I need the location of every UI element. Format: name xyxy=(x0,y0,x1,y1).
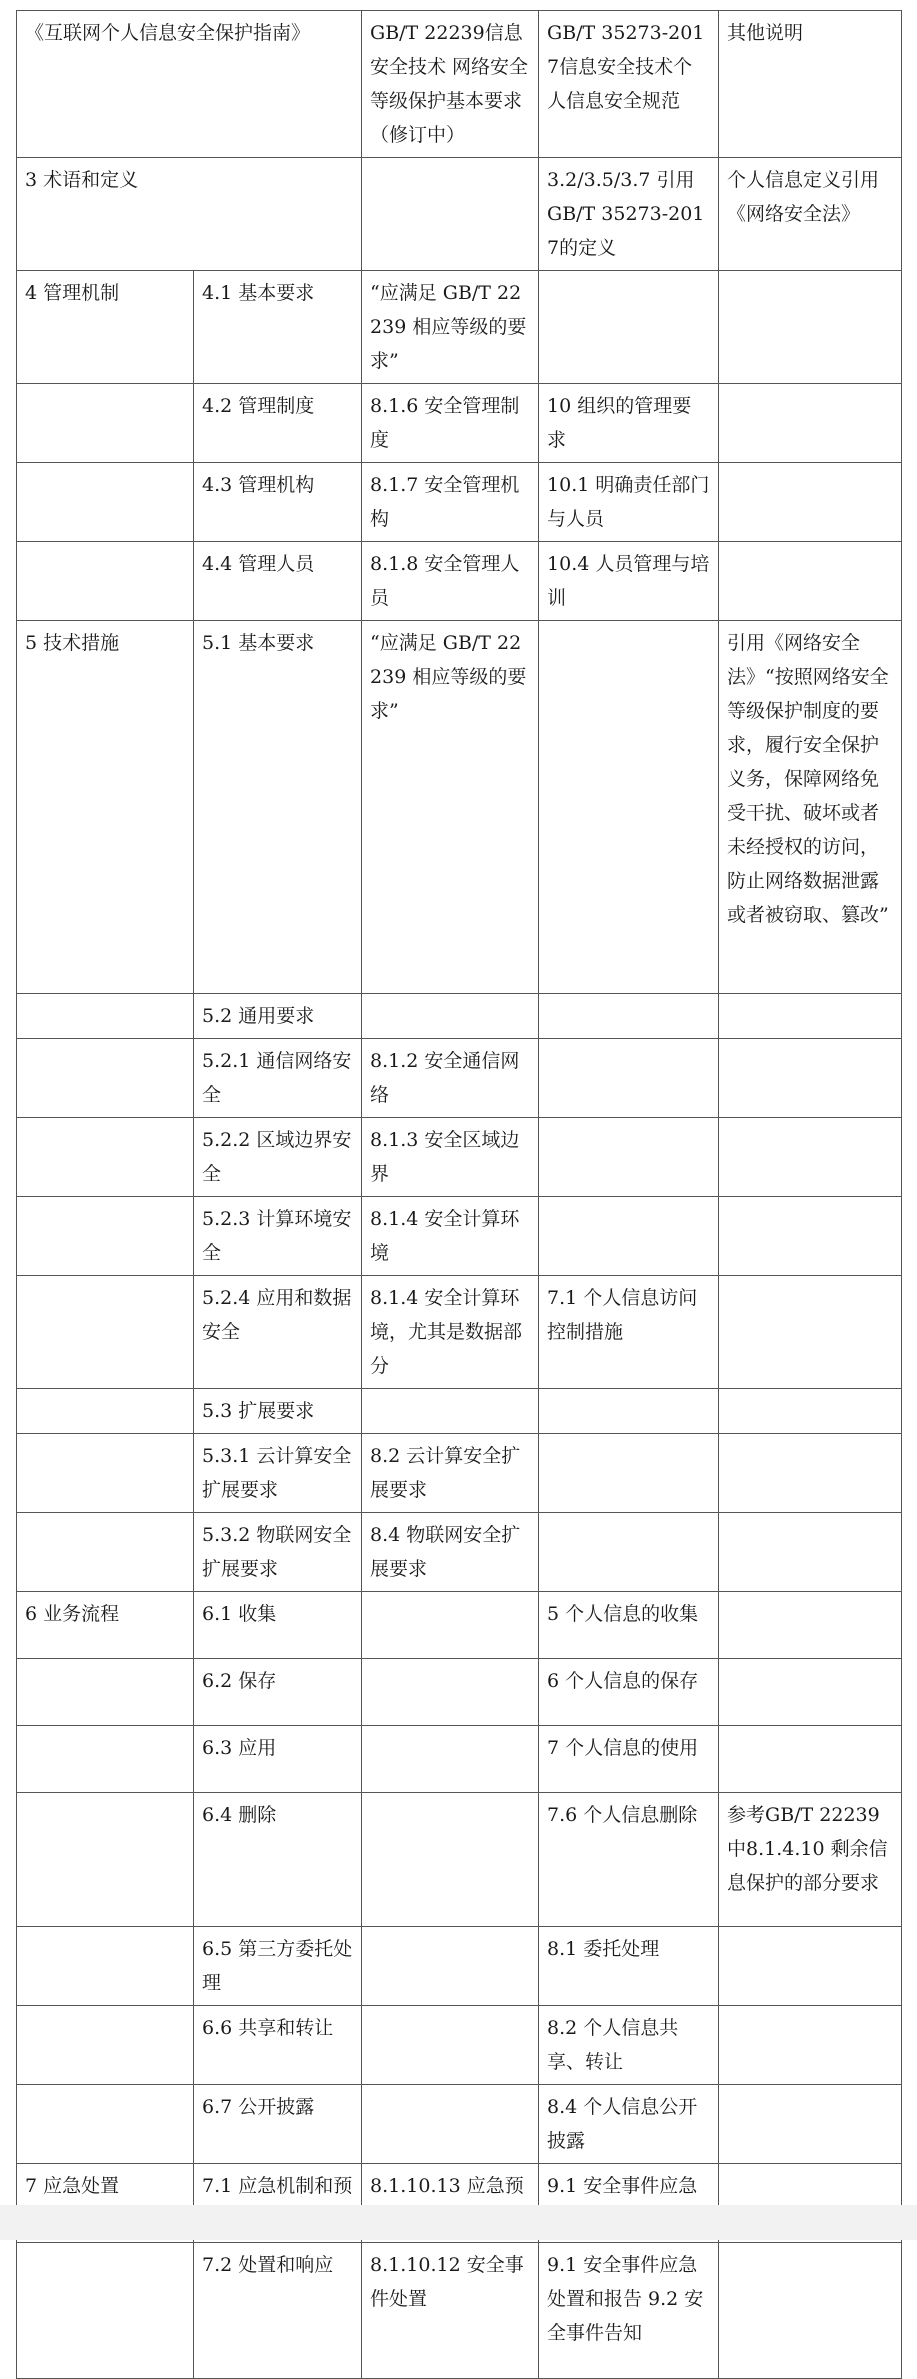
header-gbt35273: GB/T 35273-2017信息安全技术个人信息安全规范 xyxy=(539,11,719,158)
cell-gbt35273: 9.1 安全事件应急处置和报告 9.2 安全事件告知 xyxy=(539,2243,719,2379)
cell-chapter xyxy=(17,1118,194,1197)
table-row xyxy=(17,463,902,542)
cell-section: 6.3 应用 xyxy=(194,1726,362,1793)
table-row xyxy=(17,384,902,463)
cell-gbt22239 xyxy=(362,2006,539,2085)
cell-section: 6.4 删除 xyxy=(194,1793,362,1927)
cell-section: 6.6 共享和转让 xyxy=(194,2006,362,2085)
cell-note xyxy=(719,271,902,384)
cell-section: 6.1 收集 xyxy=(194,1592,362,1659)
cell-section: 6.5 第三方委托处理 xyxy=(194,1927,362,2006)
cell-section: 5.2 通用要求 xyxy=(194,994,362,1039)
header-other-notes: 其他说明 xyxy=(719,11,902,158)
cell-chapter xyxy=(17,463,194,542)
table-row xyxy=(17,1389,902,1434)
cell-note xyxy=(719,994,902,1039)
cell-gbt22239 xyxy=(362,1927,539,2006)
cell-chapter xyxy=(17,1389,194,1434)
cell-note xyxy=(719,1434,902,1513)
cell-chapter xyxy=(17,542,194,621)
cell-gbt22239 xyxy=(362,1793,539,1927)
cell-gbt35273: 3.2/3.5/3.7 引用 GB/T 35273-2017的定义 xyxy=(539,158,719,271)
cell-chapter xyxy=(17,1726,194,1793)
cell-chapter: 7 应急处置 xyxy=(17,2164,194,2243)
cell-gbt22239: 8.1.10.12 安全事件处置 xyxy=(362,2243,539,2379)
table-row xyxy=(17,158,902,271)
cell-note xyxy=(719,384,902,463)
cell-gbt22239: “应满足 GB/T 22239 相应等级的要求” xyxy=(362,621,539,994)
cell-gbt35273 xyxy=(539,271,719,384)
cell-section: 5.2.1 通信网络安全 xyxy=(194,1039,362,1118)
cell-note xyxy=(719,1276,902,1389)
cell-gbt35273: 10.4 人员管理与培训 xyxy=(539,542,719,621)
cell-gbt22239: 8.1.3 安全区域边界 xyxy=(362,1118,539,1197)
cell-note xyxy=(719,1039,902,1118)
cell-gbt35273: 7.6 个人信息删除 xyxy=(539,1793,719,1927)
cell-gbt22239 xyxy=(362,1592,539,1659)
cell-chapter xyxy=(17,2085,194,2164)
cell-section: 4.1 基本要求 xyxy=(194,271,362,384)
header-gbt22239: GB/T 22239信息安全技术 网络安全等级保护基本要求（修订中） xyxy=(362,11,539,158)
cell-gbt35273 xyxy=(539,1039,719,1118)
cell-section: 7.1 应急机制和预 xyxy=(194,2164,362,2243)
cell-gbt35273: 7 个人信息的使用 xyxy=(539,1726,719,1793)
cell-section: 4.3 管理机构 xyxy=(194,463,362,542)
cell-note xyxy=(719,1592,902,1659)
cell-gbt35273: 8.4 个人信息公开披露 xyxy=(539,2085,719,2164)
cell-gbt22239: 8.4 物联网安全扩展要求 xyxy=(362,1513,539,1592)
cell-note xyxy=(719,2006,902,2085)
cell-note xyxy=(719,1659,902,1726)
cell-chapter xyxy=(17,1434,194,1513)
table-row xyxy=(17,1197,902,1276)
cell-note: 参考GB/T 22239中8.1.4.10 剩余信息保护的部分要求 xyxy=(719,1793,902,1927)
cell-chapter xyxy=(17,1513,194,1592)
cell-gbt35273: 6 个人信息的保存 xyxy=(539,1659,719,1726)
table-row xyxy=(17,2085,902,2164)
cell-note xyxy=(719,1927,902,2006)
cell-gbt22239 xyxy=(362,158,539,271)
cell-note: 个人信息定义引用《网络安全法》 xyxy=(719,158,902,271)
mapping-table xyxy=(16,10,902,2379)
cell-chapter xyxy=(17,1659,194,1726)
cell-gbt22239: 8.1.2 安全通信网络 xyxy=(362,1039,539,1118)
table-row xyxy=(17,1434,902,1513)
cell-gbt35273: 7.1 个人信息访问控制措施 xyxy=(539,1276,719,1389)
table-row xyxy=(17,1118,902,1197)
cell-gbt35273: 5 个人信息的收集 xyxy=(539,1592,719,1659)
cell-gbt35273: 9.1 安全事件应急 xyxy=(539,2164,719,2243)
cell-note: 引用《网络安全法》“按照网络安全等级保护制度的要求，履行安全保护义务，保障网络免受干扰、破坏或者未经授权的访问，防止网络数据泄露或者被窃取、篡改” xyxy=(719,621,902,994)
cell-note xyxy=(719,2243,902,2379)
cell-chapter: 3 术语和定义 xyxy=(17,158,362,271)
cell-note xyxy=(719,1726,902,1793)
cell-section: 4.4 管理人员 xyxy=(194,542,362,621)
cell-section: 6.7 公开披露 xyxy=(194,2085,362,2164)
cell-gbt22239: 8.1.8 安全管理人员 xyxy=(362,542,539,621)
cell-section: 6.2 保存 xyxy=(194,1659,362,1726)
cell-section: 5.2.3 计算环境安全 xyxy=(194,1197,362,1276)
table-row xyxy=(17,2243,902,2379)
cell-section: 5.3.1 云计算安全扩展要求 xyxy=(194,1434,362,1513)
cell-chapter xyxy=(17,1197,194,1276)
cell-gbt22239: 8.2 云计算安全扩展要求 xyxy=(362,1434,539,1513)
cell-chapter: 5 技术措施 xyxy=(17,621,194,994)
cell-gbt22239 xyxy=(362,994,539,1039)
cell-chapter xyxy=(17,994,194,1039)
table-row xyxy=(17,1793,902,1927)
cell-chapter xyxy=(17,1927,194,2006)
cell-chapter xyxy=(17,1793,194,1927)
cell-note xyxy=(719,1389,902,1434)
header-guide-title: 《互联网个人信息安全保护指南》 xyxy=(17,11,362,158)
cell-gbt22239 xyxy=(362,1389,539,1434)
cell-gbt35273: 8.1 委托处理 xyxy=(539,1927,719,2006)
table-row xyxy=(17,271,902,384)
cell-gbt35273 xyxy=(539,1197,719,1276)
table-row xyxy=(17,621,902,994)
cell-note xyxy=(719,2085,902,2164)
cell-note xyxy=(719,1197,902,1276)
cell-note xyxy=(719,1118,902,1197)
cell-note xyxy=(719,1513,902,1592)
cell-chapter xyxy=(17,384,194,463)
table-row xyxy=(17,994,902,1039)
cell-section: 5.3.2 物联网安全扩展要求 xyxy=(194,1513,362,1592)
cell-gbt35273 xyxy=(539,1434,719,1513)
cell-section: 5.3 扩展要求 xyxy=(194,1389,362,1434)
cell-chapter xyxy=(17,2006,194,2085)
table-row xyxy=(17,1276,902,1389)
cell-section: 5.2.2 区域边界安全 xyxy=(194,1118,362,1197)
table-row xyxy=(17,542,902,621)
cell-gbt22239: 8.1.6 安全管理制度 xyxy=(362,384,539,463)
cell-gbt22239 xyxy=(362,1726,539,1793)
cell-gbt22239: 8.1.4 安全计算环境，尤其是数据部分 xyxy=(362,1276,539,1389)
cell-gbt22239: “应满足 GB/T 22239 相应等级的要求” xyxy=(362,271,539,384)
cell-section: 7.2 处置和响应 xyxy=(194,2243,362,2379)
cell-gbt35273: 10.1 明确责任部门与人员 xyxy=(539,463,719,542)
cell-section: 4.2 管理制度 xyxy=(194,384,362,463)
cell-gbt22239: 8.1.10.13 应急预 xyxy=(362,2164,539,2243)
cell-note xyxy=(719,463,902,542)
table-row xyxy=(17,1726,902,1793)
cell-chapter xyxy=(17,1276,194,1389)
table-row xyxy=(17,1592,902,1659)
cell-section: 5.1 基本要求 xyxy=(194,621,362,994)
cell-gbt22239: 8.1.7 安全管理机构 xyxy=(362,463,539,542)
table-row xyxy=(17,1927,902,2006)
cell-gbt35273 xyxy=(539,1118,719,1197)
cell-gbt35273 xyxy=(539,1513,719,1592)
table-row xyxy=(17,2006,902,2085)
cell-gbt35273 xyxy=(539,1389,719,1434)
bottom-margin xyxy=(0,2205,917,2240)
header-row xyxy=(17,11,902,158)
cell-gbt22239 xyxy=(362,2085,539,2164)
cell-gbt22239: 8.1.4 安全计算环境 xyxy=(362,1197,539,1276)
table-row xyxy=(17,1039,902,1118)
cell-chapter xyxy=(17,1039,194,1118)
cell-chapter xyxy=(17,2243,194,2379)
cell-section: 5.2.4 应用和数据安全 xyxy=(194,1276,362,1389)
cell-gbt35273: 8.2 个人信息共享、转让 xyxy=(539,2006,719,2085)
cell-gbt35273 xyxy=(539,621,719,994)
cell-gbt35273 xyxy=(539,994,719,1039)
cell-gbt22239 xyxy=(362,1659,539,1726)
cell-chapter: 4 管理机制 xyxy=(17,271,194,384)
cell-chapter: 6 业务流程 xyxy=(17,1592,194,1659)
cell-gbt35273: 10 组织的管理要求 xyxy=(539,384,719,463)
cell-note xyxy=(719,542,902,621)
table-row xyxy=(17,1513,902,1592)
table-row xyxy=(17,1659,902,1726)
